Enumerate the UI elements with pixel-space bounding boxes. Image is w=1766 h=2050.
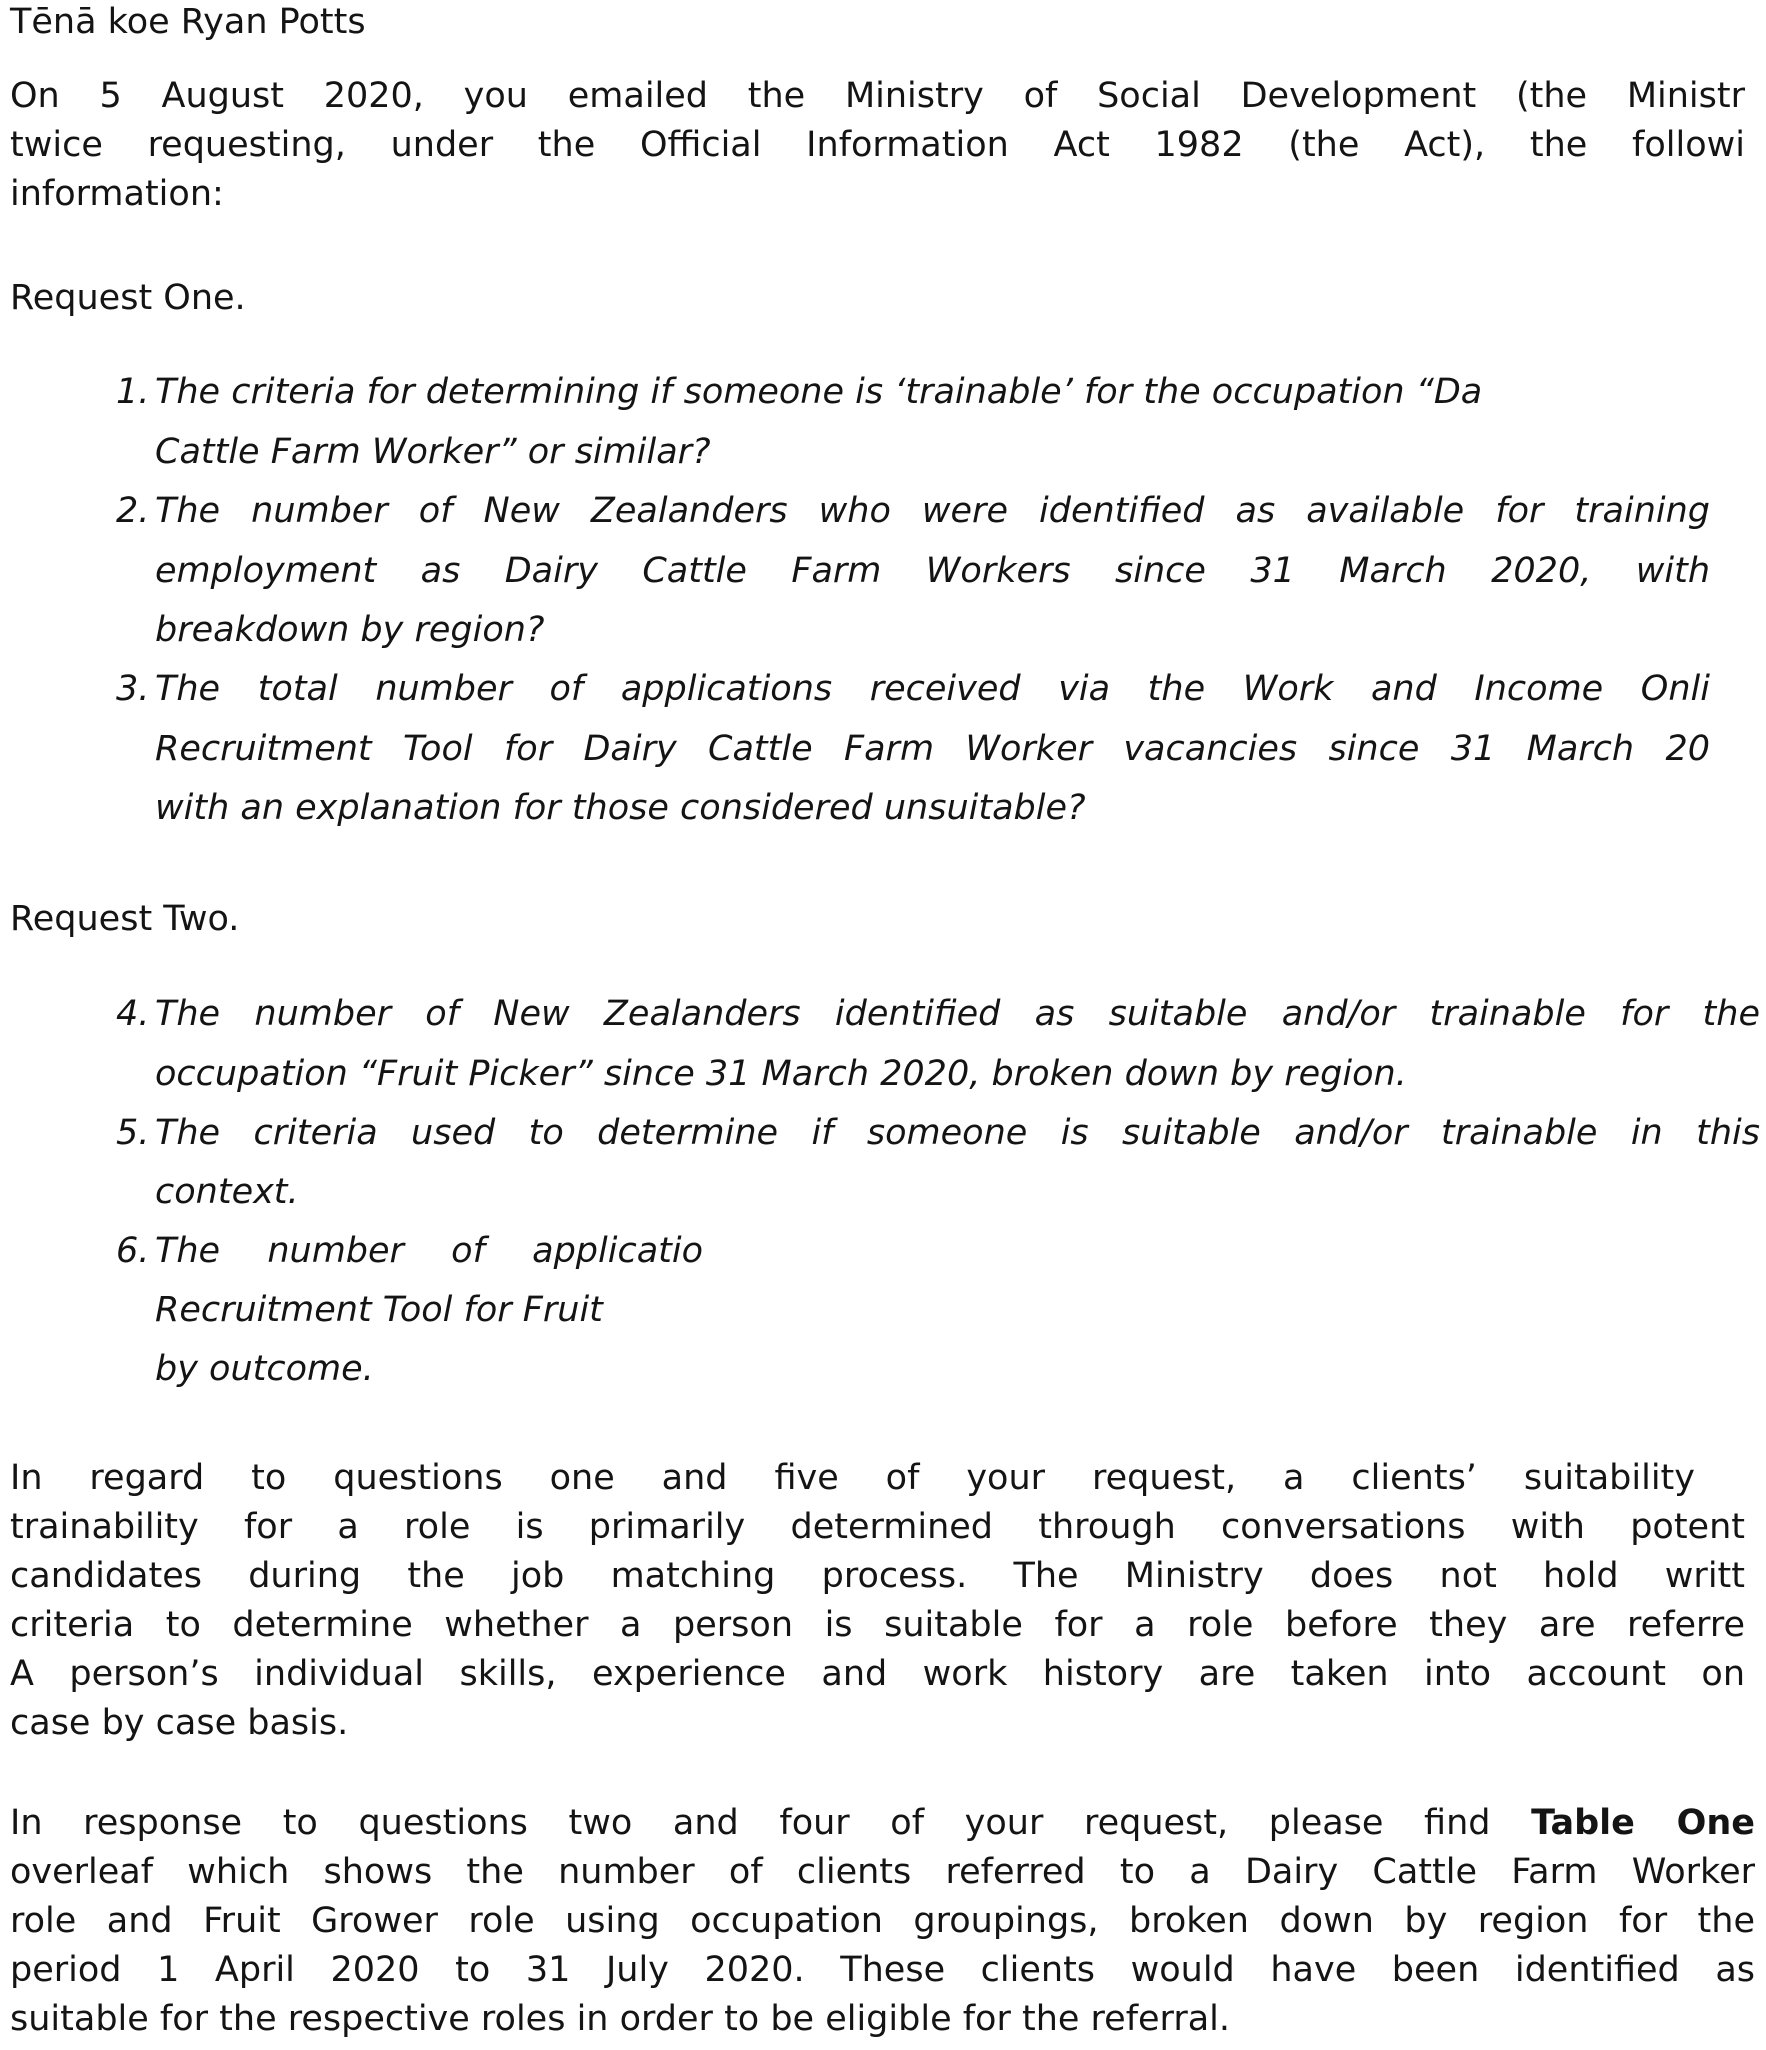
para-one-line-4: criteria to determine whether a person is suitable for a role before they are referre [10, 1605, 1745, 1645]
greeting: Tēnā koe Ryan Potts [10, 2, 366, 42]
item-4-line-1: The number of New Zealanders identified as suitable and/or trainable for the [155, 994, 1760, 1034]
para-one-line-5: A person’s individual skills, experience and work history are taken into account on [10, 1654, 1745, 1694]
para-one-line-3: candidates during the job matching process. The Ministry does not hold writt [10, 1556, 1745, 1596]
para-one-line-1: In regard to questions one and five of your request, a clients’ suitability [10, 1458, 1695, 1498]
para-two-line-4: period 1 April 2020 to 31 July 2020. These clients would have been identified as [10, 1950, 1755, 1990]
request-two-heading: Request Two. [10, 899, 240, 939]
item-number: 5. [116, 1113, 150, 1153]
item-number: 6. [116, 1231, 150, 1271]
para-two-line-5: suitable for the respective roles in order to be eligible for the referral. [10, 1999, 1231, 2039]
item-5-line-1: The criteria used to determine if someone is suitable and/or trainable in this [155, 1113, 1760, 1153]
para-two-line-2: overleaf which shows the number of clients referred to a Dairy Cattle Farm Worker [10, 1852, 1755, 1892]
item-3-line-2: Recruitment Tool for Dairy Cattle Farm Worker vacancies since 31 March 20 [155, 729, 1710, 769]
item-number: 1. [116, 372, 150, 412]
item-4-line-2: occupation “Fruit Picker” since 31 March 2020, broken down by region. [155, 1054, 1407, 1094]
item-number: 2. [116, 491, 150, 531]
item-6-line-2: Recruitment Tool for Fruit [155, 1290, 603, 1330]
para-two-line-1 [10, 1803, 1755, 1843]
item-5-line-2: context. [155, 1172, 299, 1212]
para-one-line-6: case by case basis. [10, 1703, 349, 1743]
item-6-line-1: The number of applicatio [155, 1231, 703, 1271]
item-1-line-1: The criteria for determining if someone is ‘trainable’ for the occupation “Da [155, 372, 1483, 412]
item-3-line-3: with an explanation for those considered unsuitable? [155, 788, 1086, 828]
para-two-line-1-text: In response to questions two and four of your request, please find [10, 1803, 1491, 1843]
intro-line-2: twice requesting, under the Official Information Act 1982 (the Act), the followi [10, 125, 1745, 165]
para-two-line-3: role and Fruit Grower role using occupation groupings, broken down by region for the [10, 1901, 1755, 1941]
item-2-line-1: The number of New Zealanders who were identified as available for training [155, 491, 1710, 531]
item-2-line-3: breakdown by region? [155, 610, 545, 650]
item-1-line-2: Cattle Farm Worker” or similar? [155, 432, 711, 472]
intro-line-1: On 5 August 2020, you emailed the Ministry of Social Development (the Ministr [10, 76, 1745, 116]
request-one-heading: Request One. [10, 278, 246, 318]
para-one-line-2: trainability for a role is primarily determined through conversations with potent [10, 1507, 1745, 1547]
item-6-line-3: by outcome. [155, 1349, 374, 1389]
item-2-line-2: employment as Dairy Cattle Farm Workers since 31 March 2020, with [155, 551, 1710, 591]
intro-line-3: information: [10, 174, 224, 214]
item-number: 4. [116, 994, 150, 1034]
item-3-line-1: The total number of applications received via the Work and Income Onli [155, 669, 1710, 709]
table-one-reference: Table One [1531, 1803, 1755, 1843]
item-number: 3. [116, 669, 150, 709]
